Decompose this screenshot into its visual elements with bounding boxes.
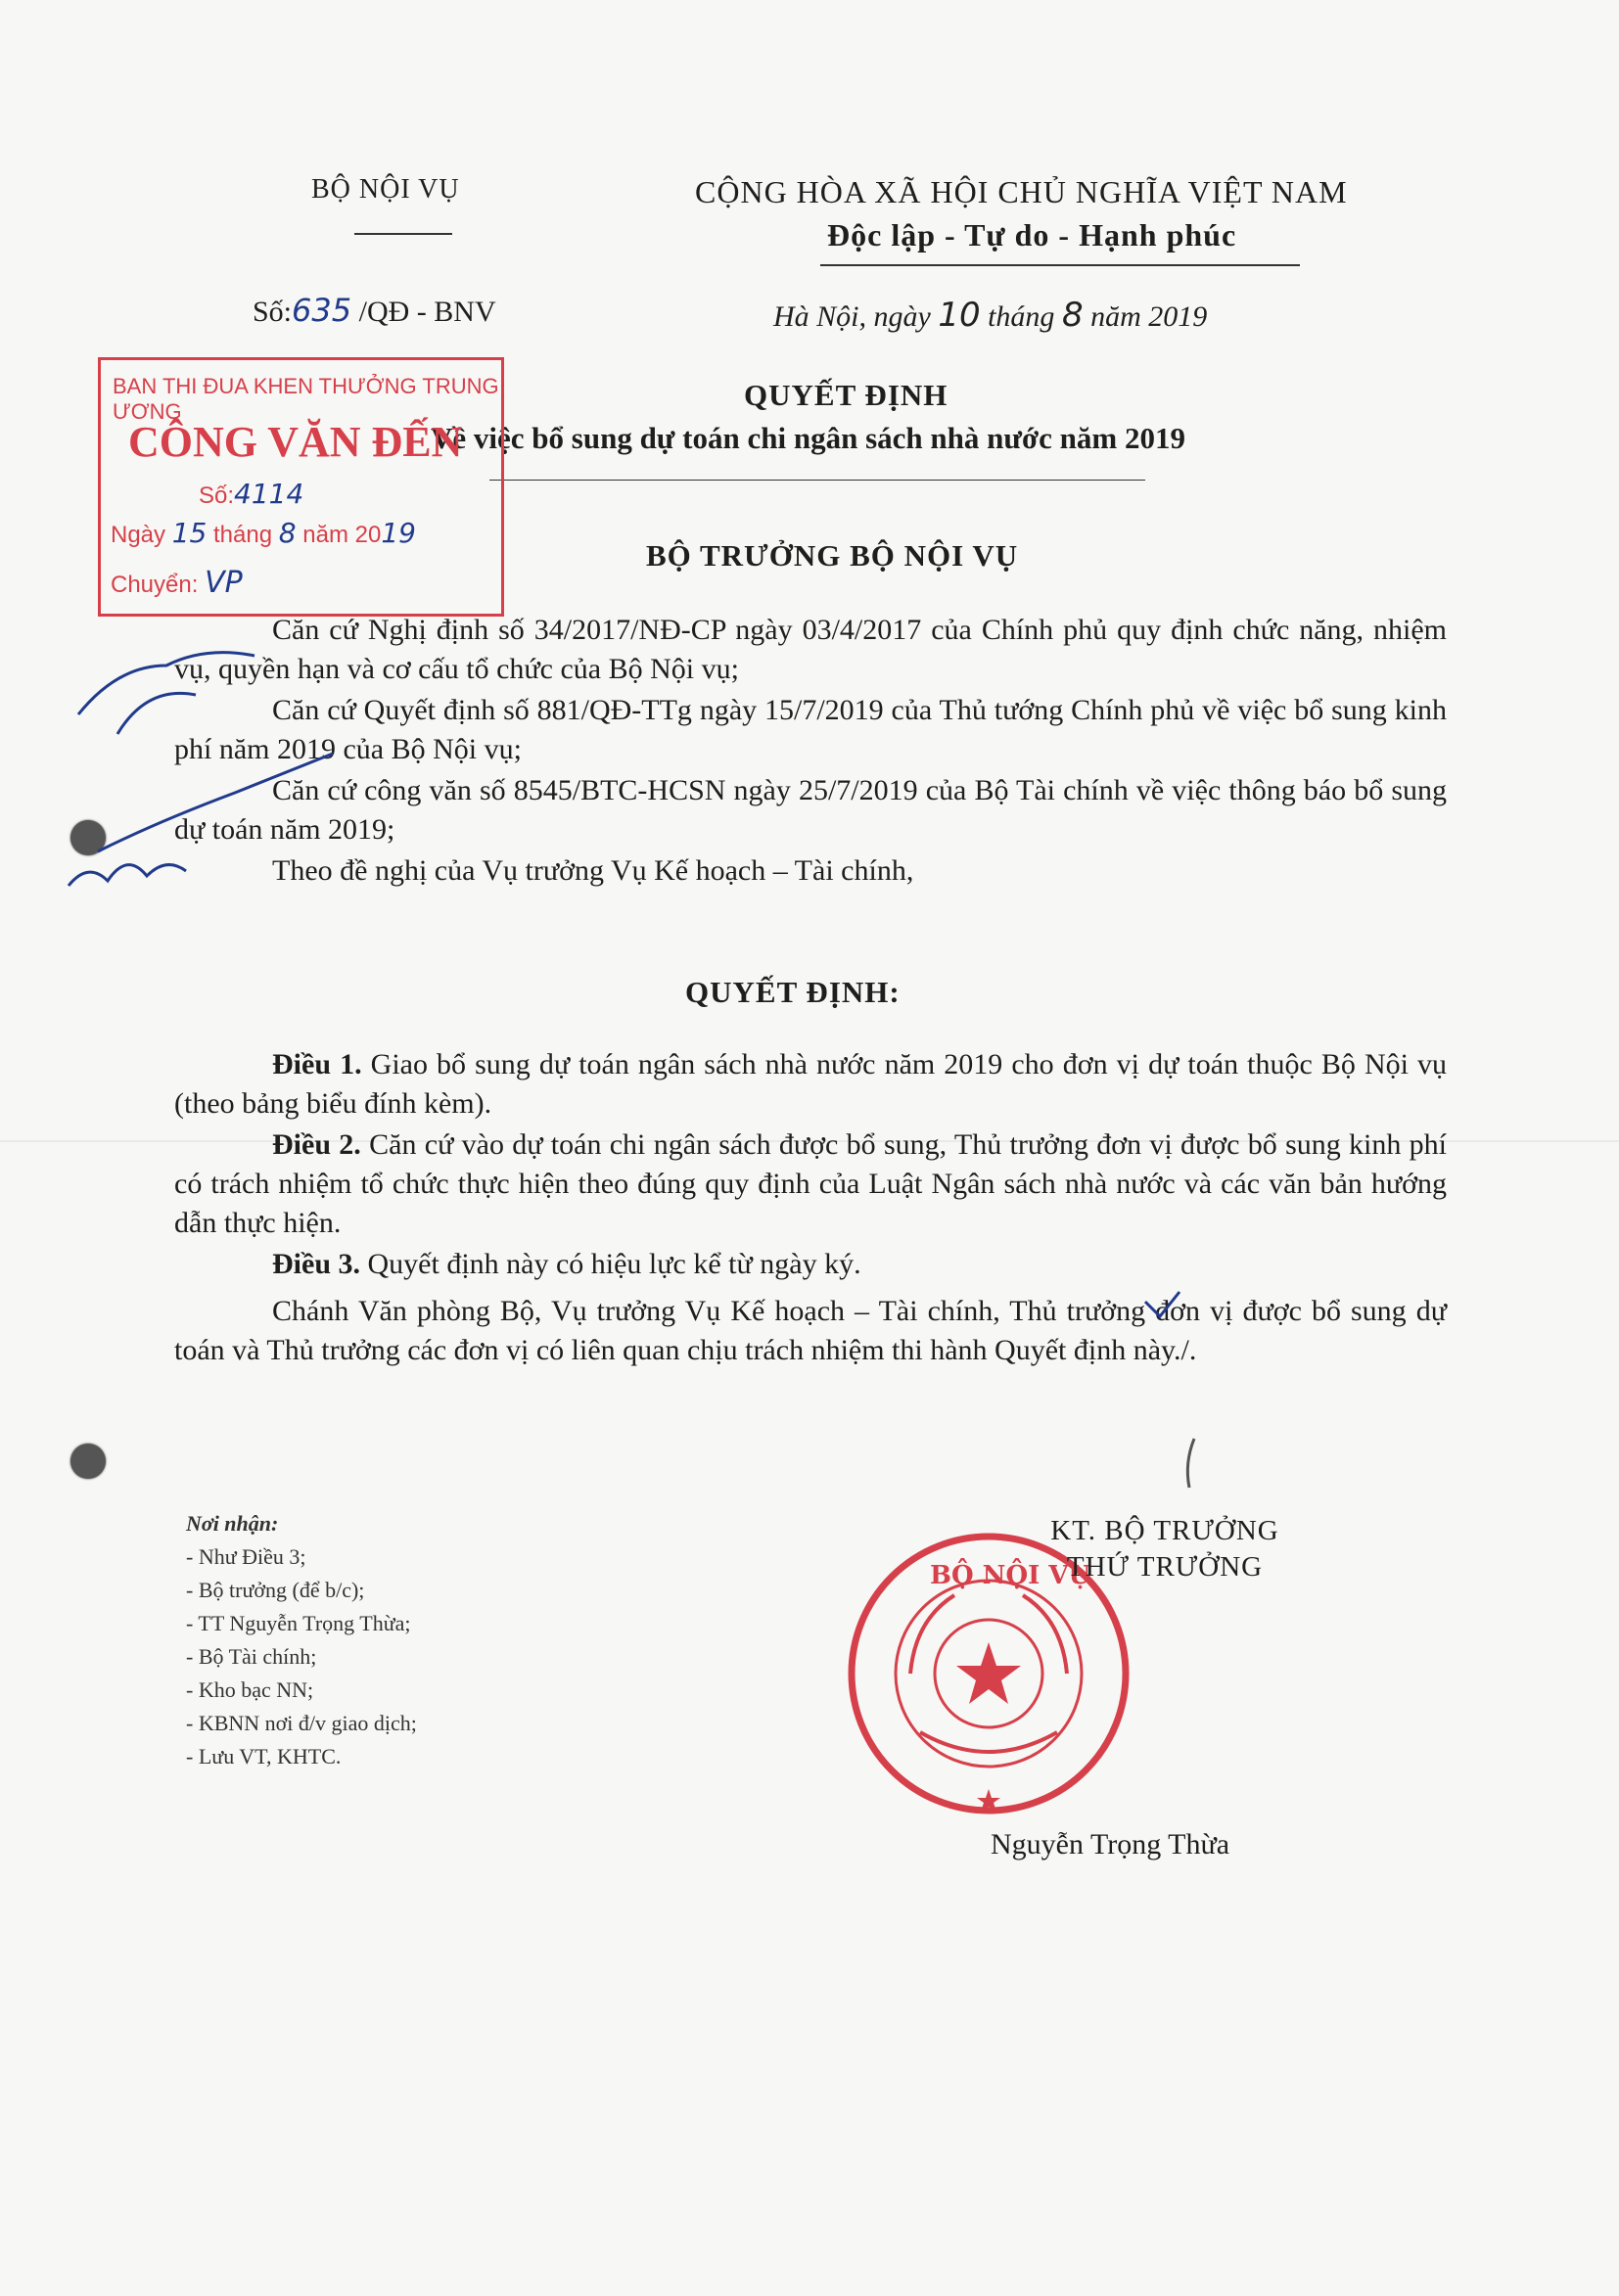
handwritten-annotation xyxy=(59,626,352,900)
issue-date xyxy=(773,296,1207,335)
article-2 xyxy=(174,1125,1447,1243)
stamp-ngay-value: 15 xyxy=(171,517,208,549)
stamp-number xyxy=(199,478,303,510)
date-day: 10 xyxy=(938,296,981,335)
motto-underline xyxy=(820,264,1300,266)
articles xyxy=(174,1045,1447,1372)
stamp-nam-label: năm 20 xyxy=(302,522,382,548)
article-label: Điều 3. xyxy=(272,1248,360,1280)
date-prefix: Hà Nội, ngày xyxy=(773,300,931,333)
date-month-label: tháng xyxy=(988,300,1055,333)
recipient-item: - Lưu VT, KHTC. xyxy=(186,1744,342,1768)
number-handwritten: 635 xyxy=(292,292,352,329)
recipient-item: - Bộ Tài chính; xyxy=(186,1644,317,1669)
recipient-item: - Bộ trưởng (để b/c); xyxy=(186,1578,365,1602)
stamp-forward xyxy=(111,566,243,600)
motto: Độc lập - Tự do - Hạnh phúc xyxy=(827,217,1237,253)
preamble-item: Căn cứ Quyết định số 881/QĐ-TTg ngày 15/7/2019 của Thủ tướng Chính phủ về việc bổ sung kinh phí năm 2019 của Bộ Nội vụ; xyxy=(174,694,1447,765)
date-month: 8 xyxy=(1061,296,1084,335)
stamp-chuyen-label: Chuyển: xyxy=(111,572,199,598)
stamp-title: CÔNG VĂN ĐẾN xyxy=(128,418,463,466)
doc-type: QUYẾT ĐỊNH xyxy=(744,378,948,412)
signature-line2: THỨ TRƯỞNG xyxy=(1066,1551,1264,1583)
preamble-item: Theo đề nghị của Vụ trưởng Vụ Kế hoạch – Tài chính, xyxy=(272,854,914,887)
doc-subject: Về việc bổ sung dự toán chi ngân sách nhà nước năm 2019 xyxy=(431,421,1185,455)
article-label: Điều 1. xyxy=(272,1048,362,1080)
stamp-date xyxy=(111,517,416,549)
date-year: 2019 xyxy=(1148,300,1208,333)
incoming-doc-stamp xyxy=(98,357,504,617)
stamp-thang-label: tháng xyxy=(213,522,273,548)
signature-block xyxy=(1018,1515,1312,1584)
preamble-item: Căn cứ Nghị định số 34/2017/NĐ-CP ngày 03/4/2017 của Chính phủ quy định chức năng, nhiệm vụ, quyền hạn và cơ cấu tổ chức của Bộ Nội vụ; xyxy=(174,614,1447,685)
stamp-thang-value: 8 xyxy=(278,517,297,549)
subject-underline xyxy=(489,480,1145,481)
stamp-so-label: Số: xyxy=(199,482,235,509)
closing-paragraph: Chánh Văn phòng Bộ, Vụ trưởng Vụ Kế hoạch – Tài chính, Thủ trưởng đơn vị được bổ sung dự toán và Thủ trưởng các đơn vị có liên quan chịu trách nhiệm thi hành Quyết định này./. xyxy=(174,1295,1447,1366)
recipient-item: - TT Nguyễn Trọng Thừa; xyxy=(186,1611,411,1635)
number-suffix: /QĐ - BNV xyxy=(358,296,496,328)
issuer-heading: BỘ TRƯỞNG BỘ NỘI VỤ xyxy=(646,538,1019,573)
signer-name: Nguyễn Trọng Thừa xyxy=(991,1828,1230,1860)
decision-heading: QUYẾT ĐỊNH: xyxy=(685,975,901,1009)
country-name: CỘNG HÒA XÃ HỘI CHỦ NGHĨA VIỆT NAM xyxy=(695,174,1348,209)
stamp-org: BAN THI ĐUA KHEN THƯỞNG TRUNG ƯƠNG xyxy=(113,374,499,424)
stamp-ngay-label: Ngày xyxy=(111,522,166,548)
article-label: Điều 2. xyxy=(272,1128,361,1161)
recipient-item: - KBNN nơi đ/v giao dịch; xyxy=(186,1711,417,1735)
org-underline xyxy=(354,233,452,235)
signature-line1: KT. BỘ TRƯỞNG xyxy=(1050,1515,1279,1546)
punch-hole xyxy=(70,1444,106,1479)
article-text: Giao bổ sung dự toán ngân sách nhà nước năm 2019 cho đơn vị dự toán thuộc Bộ Nội vụ (theo bảng biểu đính kèm). xyxy=(174,1048,1448,1120)
article-3 xyxy=(174,1245,1447,1284)
pen-mark xyxy=(1116,1282,1224,1517)
article-text: Quyết định này có hiệu lực kể từ ngày ký. xyxy=(367,1248,861,1280)
document-number xyxy=(253,292,496,329)
recipients-title: Nơi nhận: xyxy=(186,1511,279,1536)
stamp-so-value: 4114 xyxy=(234,478,304,510)
issuing-org: BỘ NỘI VỤ xyxy=(311,174,460,205)
article-1 xyxy=(174,1045,1447,1124)
stamp-nam-value: 19 xyxy=(381,517,416,549)
preamble-item: Căn cứ công văn số 8545/BTC-HCSN ngày 25/7/2019 của Bộ Tài chính về việc thông báo bổ sung dự toán năm 2019; xyxy=(174,774,1447,846)
recipient-item: - Như Điều 3; xyxy=(186,1544,306,1569)
preamble xyxy=(174,611,1447,893)
recipients-list xyxy=(186,1507,417,1773)
date-year-label: năm xyxy=(1090,300,1141,333)
number-prefix: Số: xyxy=(253,296,293,328)
stamp-chuyen-value: VP xyxy=(205,566,243,600)
article-text: Căn cứ vào dự toán chi ngân sách được bổ sung, Thủ trưởng đơn vị được bổ sung kinh phí có trách nhiệm tổ chức thực hiện theo đúng quy định của Luật Ngân sách nhà nước và các văn bản hướng dẫn thực hiện. xyxy=(174,1128,1448,1239)
seal-text: BỘ NỘI VỤ xyxy=(930,1561,1091,1590)
recipient-item: - Kho bạc NN; xyxy=(186,1677,314,1702)
